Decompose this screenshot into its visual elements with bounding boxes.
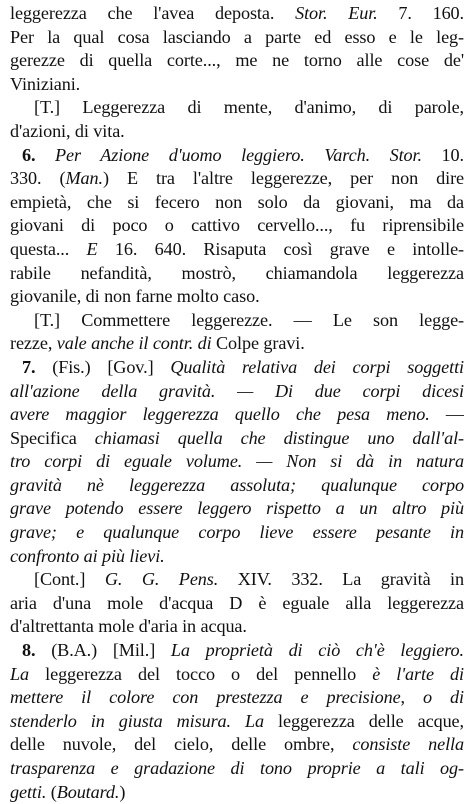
text-line	[10, 356, 464, 380]
text-line	[10, 380, 464, 404]
text-line	[10, 474, 464, 498]
text-segment: confronto ai più lievi.	[10, 545, 165, 566]
text-line	[10, 450, 464, 474]
text-line	[10, 238, 464, 262]
text-segment: rabile nefandità, mostrò, chiamandola leggerezza	[10, 262, 464, 283]
text-segment: Per Azione d'uomo leggiero.	[55, 144, 305, 165]
text-line	[10, 144, 464, 168]
text-segment: trasparenza e gradazione di tono proprie a tali og-	[10, 758, 464, 778]
text-segment: gerezze di quella corte..., me ne torno alle cose de'	[10, 50, 464, 71]
text-line	[10, 332, 464, 356]
text-segment: gravità nè leggerezza assoluta; qualunque corpo	[10, 474, 464, 495]
text-segment: all'azione della gravità. — Di due corpi dicesi	[10, 380, 464, 401]
text-segment: leggerezza che l'avea deposta.	[10, 3, 296, 23]
text-line	[10, 49, 464, 73]
text-segment: —	[429, 404, 464, 425]
text-segment: [T.] Commettere leggerezze. — Le son legge-	[34, 309, 464, 330]
text-segment: (Fis.) [Gov.]	[52, 356, 171, 377]
text-segment: Varch. Stor.	[324, 144, 422, 165]
text-segment: giovanile, di non farne molto caso.	[10, 286, 260, 307]
text-segment: delle nuvole, del cielo, delle ombre,	[10, 734, 353, 755]
text-line	[10, 73, 464, 97]
text-segment: Viniziani.	[10, 73, 81, 94]
text-segment: leggerezza delle acque,	[264, 710, 464, 731]
text-line	[10, 191, 464, 215]
text-line	[10, 167, 464, 191]
text-segment: questa...	[10, 238, 87, 259]
text-line	[10, 710, 464, 734]
text-segment: d'azioni, di vita.	[10, 120, 125, 141]
text-segment: Stor. Eur.	[295, 3, 378, 23]
text-segment: chiamasi quella che distingue uno dall'al-	[94, 427, 464, 448]
text-segment: [T.] Leggerezza di mente, d'animo, di parole,	[34, 97, 464, 118]
text-segment: La	[245, 710, 265, 731]
text-segment: XIV. 332. La gravità in	[218, 569, 464, 590]
text-line	[10, 615, 464, 639]
text-segment: La proprietà di ciò ch'è leggiero.	[170, 640, 464, 661]
text-segment: aria d'una mole d'acqua D è eguale alla leggerezza	[10, 592, 464, 613]
text-segment: 330. (	[10, 168, 66, 189]
text-line	[10, 639, 464, 663]
text-segment: rezze,	[10, 333, 57, 354]
text-segment: stenderlo in giusta misura.	[10, 710, 231, 731]
text-segment: 6.	[22, 144, 56, 165]
text-segment: vale anche il contr. di	[56, 333, 212, 354]
text-segment: mettere il colore con prestezza e precisione	[10, 687, 401, 708]
text-line	[10, 733, 464, 757]
text-segment: 10.	[421, 144, 464, 165]
text-line	[10, 497, 464, 521]
text-segment: 7. 160.	[377, 3, 464, 23]
text-segment: grave; e qualunque corpo lieve essere pesante in	[10, 522, 464, 543]
text-segment: giovani di poco o cattivo cervello..., fu riprensibile	[10, 215, 464, 236]
text-segment: E	[86, 238, 98, 259]
text-segment: Boutard.	[56, 781, 120, 802]
text-segment: tro corpi di eguale volume. — Non si dà in natura	[10, 451, 464, 472]
text-line	[10, 568, 464, 592]
text-line	[10, 663, 464, 687]
text-segment: o di	[423, 687, 464, 708]
text-line	[10, 120, 464, 144]
text-segment: d'altrettanta mole d'aria in acqua.	[10, 616, 247, 637]
text-segment: Specifica	[10, 427, 95, 448]
text-line	[10, 403, 464, 427]
text-segment: è l'arte di	[372, 663, 464, 684]
text-line	[10, 545, 464, 569]
text-segment: 8.	[22, 640, 52, 661]
text-segment: G. G. Pens.	[104, 569, 219, 590]
text-segment: La	[10, 663, 30, 684]
text-segment: 7.	[22, 356, 53, 377]
text-segment: (	[46, 781, 57, 802]
text-segment: [Cont.]	[34, 569, 105, 590]
text-line	[10, 757, 464, 781]
text-line	[10, 26, 464, 50]
text-line	[10, 214, 464, 238]
text-segment: Qualità relativa dei corpi soggetti	[170, 356, 464, 377]
text-line	[10, 521, 464, 545]
text-segment: Per la qual cosa lasciando a parte ed esso e le leg-	[10, 26, 464, 47]
text-segment: getti.	[10, 781, 47, 802]
text-line	[10, 262, 464, 286]
text-segment: empietà, che si fecero non solo da giovani, ma da	[10, 191, 464, 212]
text-segment: leggerezza del tocco o del pennello	[29, 663, 373, 684]
text-line	[10, 592, 464, 616]
text-segment: ,	[400, 687, 424, 708]
text-line	[10, 2, 464, 26]
text-segment: Man.	[65, 168, 103, 189]
text-segment: avere maggior leggerezza quello che pesa meno.	[10, 404, 430, 425]
text-segment: grave potendo essere leggero rispetto a un altro più	[10, 498, 464, 519]
text-segment: consiste nella	[352, 734, 464, 755]
text-segment: (B.A.) [Mil.]	[51, 640, 171, 661]
text-line	[10, 309, 464, 333]
text-segment: ) E tra l'altre leggerezze, per non dire	[102, 168, 464, 189]
text-segment: 16. 640. Risaputa così grave e intolle-	[97, 238, 464, 259]
text-line	[10, 781, 464, 804]
text-segment	[231, 711, 245, 731]
text-line	[10, 96, 464, 120]
text-line	[10, 686, 464, 710]
text-line	[10, 285, 464, 309]
text-segment: )	[119, 781, 126, 802]
text-segment: Colpe gravi.	[211, 333, 305, 354]
text-line	[10, 427, 464, 451]
text-segment	[305, 145, 325, 165]
